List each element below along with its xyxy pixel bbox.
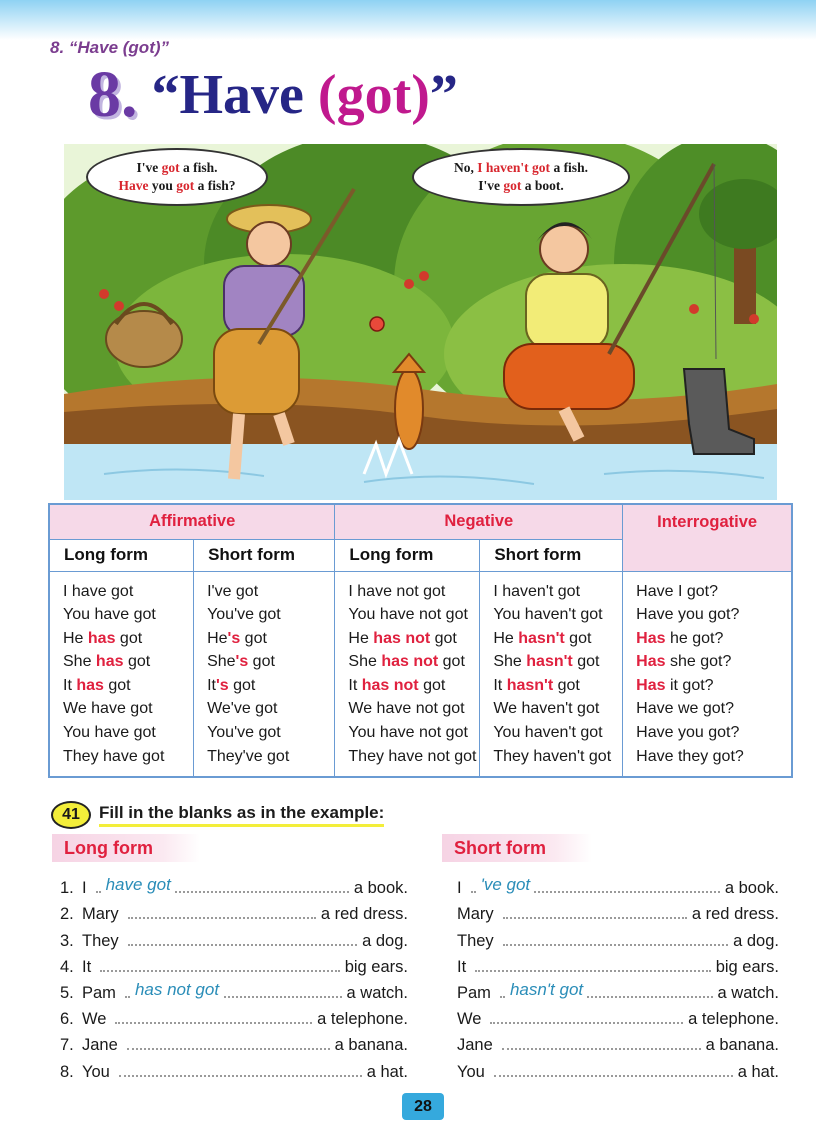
aff-short-column bbox=[194, 571, 335, 777]
exercise-header bbox=[51, 801, 384, 829]
grammar-form: They have got bbox=[63, 747, 165, 765]
unit-title-text: “Have (got)” bbox=[151, 64, 458, 126]
exercise-line[interactable]: 5. Pam has not got a watch. bbox=[60, 979, 408, 1002]
grammar-form: She has not got bbox=[348, 653, 465, 671]
grammar-form: Have you got? bbox=[636, 724, 740, 742]
jumping-fish bbox=[394, 354, 424, 449]
grammar-form: Have we got? bbox=[636, 700, 735, 718]
grammar-form: You haven't got bbox=[493, 606, 603, 624]
exercise-line[interactable]: I 've got a book. bbox=[457, 875, 779, 898]
exercise-line[interactable]: You a hat. bbox=[457, 1062, 779, 1081]
unit-title-number: 8. bbox=[88, 58, 138, 131]
grammar-form: He hasn't got bbox=[493, 629, 592, 647]
bobber bbox=[370, 317, 384, 331]
grammar-form: You have got bbox=[63, 606, 156, 624]
exercise-line[interactable]: Jane a banana. bbox=[457, 1036, 779, 1055]
flower bbox=[404, 279, 414, 289]
long-form-label: Long form bbox=[52, 834, 200, 862]
aff-long-column bbox=[49, 571, 194, 777]
grammar-form: I've got bbox=[207, 582, 259, 600]
exercise-number-badge: 41 bbox=[51, 801, 91, 829]
exercise-line[interactable]: We a telephone. bbox=[457, 1010, 779, 1029]
long-form-exercise-list bbox=[60, 872, 408, 1082]
top-color-band bbox=[0, 0, 816, 40]
answer-blank[interactable]: 've got bbox=[477, 875, 535, 895]
grammar-form: He has not got bbox=[348, 629, 457, 647]
aff-long-form-header: Long form bbox=[49, 539, 194, 571]
grammar-form: You have got bbox=[63, 724, 156, 742]
grammar-form: She's got bbox=[207, 653, 275, 671]
grammar-form: Have you got? bbox=[636, 606, 740, 624]
grammar-form: I haven't got bbox=[493, 582, 581, 600]
grammar-form: You've got bbox=[207, 724, 281, 742]
grammar-form: She hasn't got bbox=[493, 653, 600, 671]
flower bbox=[99, 289, 109, 299]
grammar-form: You haven't got bbox=[493, 724, 603, 742]
interrogative-column bbox=[623, 571, 792, 777]
grammar-form: Have I got? bbox=[636, 582, 718, 600]
neg-short-form-header: Short form bbox=[480, 539, 623, 571]
grammar-form: They haven't got bbox=[493, 747, 612, 765]
have-got-grammar-table bbox=[48, 503, 793, 778]
grammar-form: It has not got bbox=[348, 676, 446, 694]
exercise-line[interactable]: 4. It big ears. bbox=[60, 957, 408, 976]
flower bbox=[689, 304, 699, 314]
exercise-instruction: Fill in the blanks as in the example: bbox=[99, 803, 384, 827]
exercise-line[interactable]: 1. I have got a book. bbox=[60, 875, 408, 898]
grammar-form: We have not got bbox=[348, 700, 465, 718]
grammar-form: It hasn't got bbox=[493, 676, 580, 694]
exercise-line[interactable]: Pam hasn't got a watch. bbox=[457, 979, 779, 1002]
unit-title bbox=[88, 58, 458, 131]
grammar-form: We have got bbox=[63, 700, 153, 718]
exercise-line[interactable]: 6. We a telephone. bbox=[60, 1010, 408, 1029]
water bbox=[64, 444, 777, 500]
grammar-form: He has got bbox=[63, 629, 143, 647]
interrogative-header: Interrogative bbox=[623, 504, 792, 571]
grammar-form: It's got bbox=[207, 676, 256, 694]
grammar-form: I have got bbox=[63, 582, 134, 600]
exercise-line[interactable]: 3. They a dog. bbox=[60, 931, 408, 950]
exercise-line[interactable]: It big ears. bbox=[457, 957, 779, 976]
exercise-line[interactable]: Mary a red dress. bbox=[457, 905, 779, 924]
answer-blank[interactable]: has not got bbox=[131, 980, 223, 1000]
exercise-line[interactable]: 8. You a hat. bbox=[60, 1062, 408, 1081]
grammar-form: She has got bbox=[63, 653, 151, 671]
speech-bubble-left: I've got a fish. Have you got a fish? bbox=[86, 148, 268, 206]
grammar-form: They have not got bbox=[348, 747, 477, 765]
exercise-line[interactable]: 2. Mary a red dress. bbox=[60, 905, 408, 924]
short-form-exercise-list bbox=[457, 872, 779, 1082]
answer-blank[interactable]: have got bbox=[102, 875, 175, 895]
short-form-label: Short form bbox=[442, 834, 592, 862]
exercise-line[interactable]: They a dog. bbox=[457, 931, 779, 950]
answer-blank[interactable]: hasn't got bbox=[506, 980, 587, 1000]
neg-long-form-header: Long form bbox=[335, 539, 480, 571]
flower bbox=[419, 271, 429, 281]
grammar-form: We haven't got bbox=[493, 700, 600, 718]
grammar-form: He's got bbox=[207, 629, 267, 647]
flower bbox=[114, 301, 124, 311]
aff-short-form-header: Short form bbox=[194, 539, 335, 571]
grammar-form: You have not got bbox=[348, 606, 468, 624]
grammar-form: It has got bbox=[63, 676, 131, 694]
running-head: 8. “Have (got)” bbox=[50, 38, 170, 57]
neg-long-column bbox=[335, 571, 480, 777]
negative-header: Negative bbox=[335, 504, 623, 539]
grammar-form: You've got bbox=[207, 606, 281, 624]
grammar-form: Has it got? bbox=[636, 676, 714, 694]
affirmative-header: Affirmative bbox=[49, 504, 335, 539]
page-number: 28 bbox=[402, 1093, 444, 1120]
grammar-form: You have not got bbox=[348, 724, 468, 742]
neg-short-column bbox=[480, 571, 623, 777]
grammar-form: Has he got? bbox=[636, 629, 724, 647]
grammar-form: They've got bbox=[207, 747, 290, 765]
exercise-line[interactable]: 7. Jane a banana. bbox=[60, 1036, 408, 1055]
speech-bubble-right: No, I haven't got a fish. I've got a boot. bbox=[412, 148, 630, 206]
grammar-form: We've got bbox=[207, 700, 278, 718]
flower bbox=[749, 314, 759, 324]
grammar-form: I have not got bbox=[348, 582, 446, 600]
grammar-form: Have they got? bbox=[636, 747, 744, 765]
grammar-form: Has she got? bbox=[636, 653, 732, 671]
